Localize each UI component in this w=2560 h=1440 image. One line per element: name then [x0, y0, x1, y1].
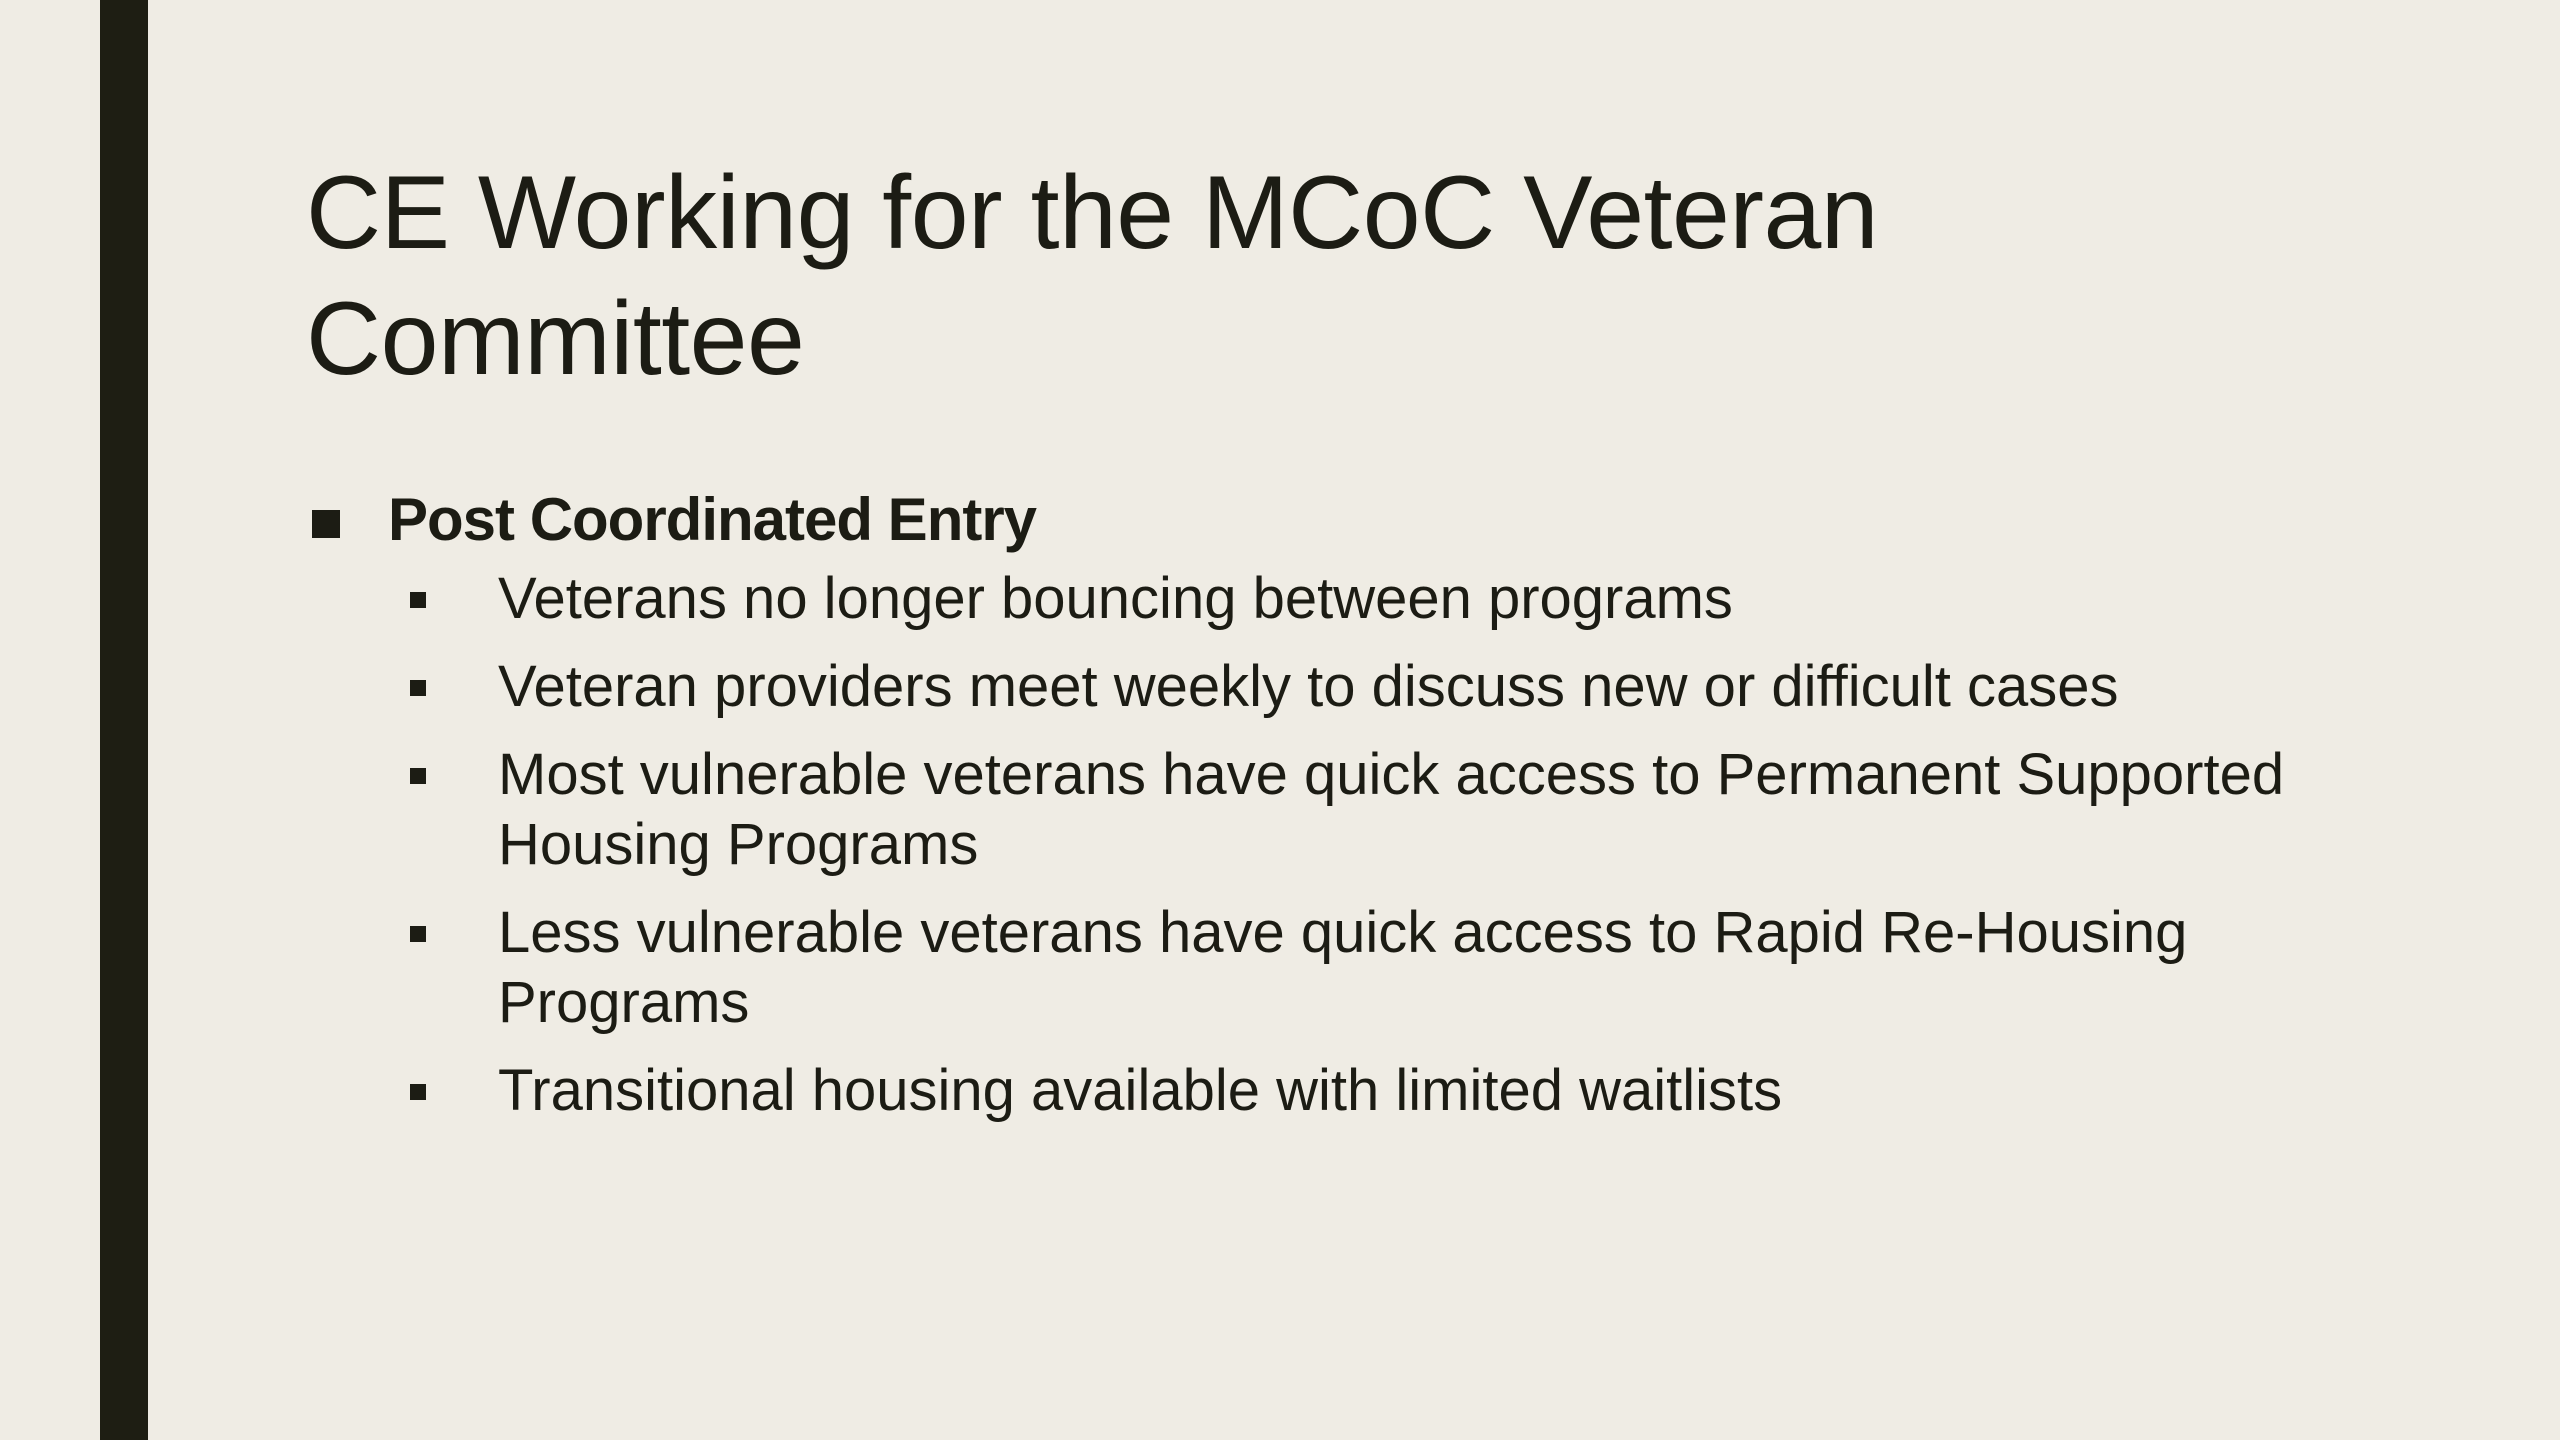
slide-title: CE Working for the MCoC Veteran Committee: [306, 155, 1879, 397]
slide-content: [306, 480, 2306, 1144]
sub-bullet-item: [306, 652, 2306, 722]
small-square-bullet-icon: [410, 926, 426, 942]
small-square-bullet-icon: [410, 768, 426, 784]
small-square-bullet-icon: [410, 1084, 426, 1100]
sub-bullet-list: [306, 564, 2306, 1126]
small-square-bullet-icon: [410, 680, 426, 696]
sub-bullet-text: Most vulnerable veterans have quick access to Permanent Supported Housing Programs: [498, 742, 2285, 877]
sub-bullet-text: Veterans no longer bouncing between programs: [498, 566, 1733, 631]
bullet-post-coordinated-entry: [306, 480, 2306, 560]
sub-bullet-item: [306, 898, 2306, 1038]
sub-bullet-item: [306, 1056, 2306, 1126]
accent-bar: [100, 0, 148, 1440]
sub-bullet-text: Transitional housing available with limited waitlists: [498, 1058, 1783, 1123]
small-square-bullet-icon: [410, 592, 426, 608]
square-bullet-icon: [312, 510, 340, 538]
sub-bullet-text: Veteran providers meet weekly to discuss new or difficult cases: [498, 654, 2119, 719]
bullet-text: Post Coordinated Entry: [388, 486, 1037, 553]
sub-bullet-text: Less vulnerable veterans have quick access to Rapid Re-Housing Programs: [498, 900, 2188, 1035]
sub-bullet-item: [306, 740, 2306, 880]
sub-bullet-item: [306, 564, 2306, 634]
